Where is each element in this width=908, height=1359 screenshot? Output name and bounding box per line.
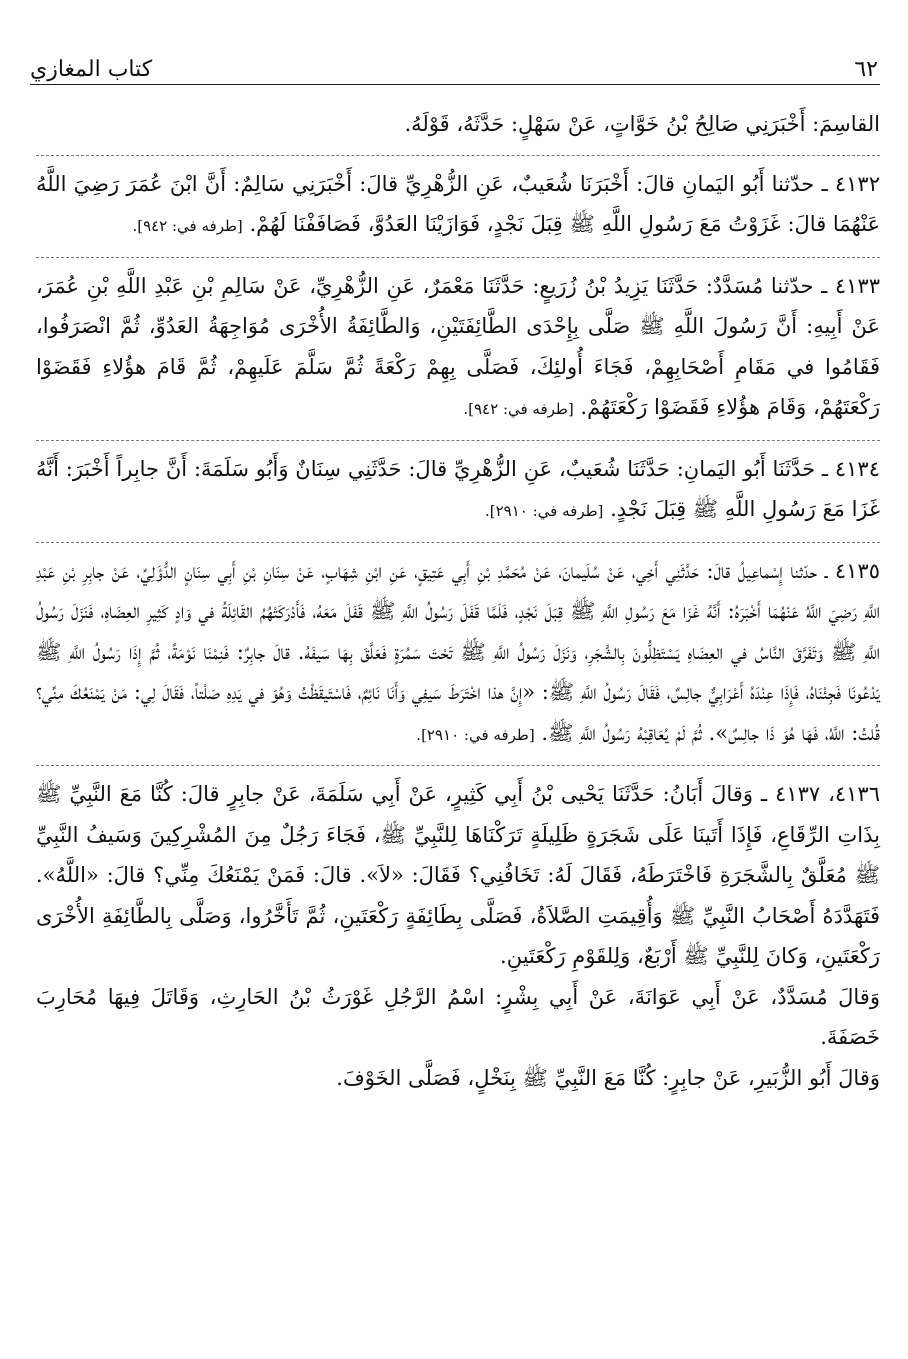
hadith-text: ٤١٣٤ ـ حَدَّثَنَا أَبُو اليَمانِ: حَدَّثَنَا شُعَيبٌ، عَنِ الزُّهْرِيِّ قالَ: حَدَّثَنِي سِنَانٌ وَأَبُو سَلَمَةَ: أَنَّ جابِراً أَخْبَرَ: أَنَّهُ غَزَا مَعَ رَسُولِ اللَّهِ ﷺ قِبَلَ نَجْدٍ.	[36, 456, 880, 521]
page-header	[30, 42, 878, 82]
hadith-4132	[36, 155, 880, 247]
hadith-4134	[36, 440, 880, 532]
paragraph-text: القاسِمَ: أَخْبَرَنِي صَالِحُ بْنُ خَوَّاتٍ، عَنْ سَهْلٍ: حَدَّثَهُ، قَوْلَهُ.	[404, 112, 880, 136]
paragraph-musaddad	[36, 977, 880, 1058]
cross-reference: [طرفه في: ٩٤٢].	[463, 400, 574, 418]
hadith-text: ٤١٣٦، ٤١٣٧ ـ وَقالَ أَبَانُ: حَدَّثَنَا يَحْيى بْنُ أَبِي كَثِيرٍ، عَنْ أَبِي سَلَمَةَ، عَنْ جابِرٍ قالَ: كُنَّا مَعَ النَّبِيِّ ﷺ بِذَاتِ الرِّقَاعِ، فَإِذَا أَتَينَا عَلَى شَجَرَةٍ ظَلِيلَةٍ تَرَكْنَاهَا لِلنَّبِيِّ ﷺ، فَجَاءَ رَجُلٌ مِنَ المُشْرِكِينَ وَسَيفُ النَّبِيِّ ﷺ مُعَلَّقٌ بِالشَّجَرَةِ فَاخْتَرَطَهُ، فَقَالَ لَهُ: تَخَافُنِي؟ فَقَالَ: «لاَ». قالَ: فَمَنْ يَمْنَعُكَ مِنِّي؟ قالَ: «اللَّهُ». فَتَهَدَّدَهُ أَصْحَابُ النَّبِيِّ ﷺ وَأُقِيمَتِ الصَّلاَةُ، فَصَلَّى بِطَائِفَةٍ رَكْعَتَينِ، ثُمَّ تَأَخَّرُوا، وَصَلَّى بِالطَّائِفَةِ الأُخْرَى رَكْعَتَينِ، وَكانَ لِلنَّبِيِّ ﷺ أَرْبَعٌ، وَلِلقَوْمِ رَكْعَتَينِ.	[36, 782, 880, 968]
hadith-text: ٤١٣٢ ـ حدّثنا أَبُو اليَمانِ قالَ: أَخْبَرَنَا شُعَيبٌ، عَنِ الزُّهْرِيِّ قالَ: أَخْبَرَنِي سَالِمٌ: أَنَّ ابْنَ عُمَرَ رَضِيَ اللَّهُ عَنْهُمَا قالَ: غَزَوْتُ مَعَ رَسُولِ اللَّهِ ﷺ قِبَلَ نَجْدٍ، فَوَازَيْنَا العَدُوَّ، فَصَافَفْنَا لَهُمْ.	[36, 171, 880, 236]
page-body	[36, 104, 880, 1098]
header-divider	[30, 84, 880, 85]
cross-reference: [طرفه في: ٩٤٢].	[132, 217, 243, 235]
paragraph-text: وَقالَ أَبُو الزُّبَيرِ، عَنْ جابِرٍ: كُنَّا مَعَ النَّبِيِّ ﷺ بِنَخْلٍ، فَصَلَّى الخَوْفَ.	[336, 1065, 880, 1090]
hadith-4136-4137	[36, 765, 880, 977]
hadith-text: ٤١٣٣ ـ حدّثنا مُسَدَّدٌ: حَدَّثَنَا يَزِيدُ بْنُ زُرَيعٍ: حَدَّثَنَا مَعْمَرٌ، عَنِ الزُّهْرِيِّ، عَنْ سَالِمِ بْنِ عَبْدِ اللَّهِ بْنِ عُمَرَ، عَنْ أَبِيهِ: أَنَّ رَسُولَ اللَّهِ ﷺ صَلَّى بِإِحْدَى الطَّائِفَتَيْنِ، وَالطَّائِفَةُ الأُخْرَى مُوَاجِهَةُ العَدُوِّ، ثُمَّ انْصَرَفُوا، فَقَامُوا في مَقَامِ أَصْحَابِهِمْ، فَجَاءَ أُولئِكَ، فَصَلَّى بِهِمْ رَكْعَةً ثُمَّ سَلَّمَ عَلَيهِمْ، ثُمَّ قَامَ هؤُلاءِ فَقَضَوْا رَكْعَتَهُمْ، وَقَامَ هؤُلاءِ فَقَضَوْا رَكْعَتَهُمْ.	[36, 273, 880, 419]
book-title: كتاب المغازي	[30, 57, 153, 82]
paragraph-intro	[36, 104, 880, 145]
page-number: ٦٢	[854, 57, 878, 82]
hadith-4135	[36, 542, 880, 756]
cross-reference: [طرفه في: ٢٩١٠].	[416, 725, 535, 744]
paragraph-abu-zubair	[36, 1058, 880, 1099]
cross-reference: [طرفه في: ٢٩١٠].	[484, 502, 604, 520]
paragraph-text: وَقالَ مُسَدَّدٌ، عَنْ أَبِي عَوَانَةَ، عَنْ أَبِي بِشْرٍ: اسْمُ الرَّجُلِ غَوْرَثُ بْنُ الحَارِثِ، وَقَاتَلَ فِيهَا مُحَارِبَ خَصَفَةَ.	[36, 984, 880, 1049]
hadith-text: ٤١٣٥ ـ حدّثنا إِسْماعِيلُ قالَ: حَدَّثَنِي أَخِي، عَنْ سُلَيمانَ، عَنْ مُحَمَّدِ بْنِ أَبِي عَتِيقٍ، عَنِ ابْنِ شِهَابٍ، عَنْ سِنَانِ بْنِ أَبِي سِنَانٍ الدُّؤَلِيِّ، عَنْ جابِرِ بْنِ عَبْدِ اللَّهِ رَضِيَ اللَّهُ عَنْهُمَا أَخْبَرَهُ: أَنَّهُ غَزَا مَعَ رَسُولِ اللَّهِ ﷺ قِبَلَ نَجْدٍ، فَلَمَّا قَفَلَ رَسُولُ اللَّهِ ﷺ قَفَلَ مَعَهُ، فَأَدْرَكَتْهُمُ القَائِلَةُ في وَادٍ كَثِيرِ العِضَاهِ، فَنَزَلَ رَسُولُ اللَّهِ ﷺ وَتَفَرَّقَ النَّاسُ في العِضَاهِ يَسْتَظِلُّونَ بِالشَّجَرِ، وَنَزَلَ رَسُولُ اللَّهِ ﷺ تَحْتَ سَمُرَةٍ فَعَلَّقَ بِهَا سَيفَهُ. قالَ جابِرٌ: فَنِمْنَا نَوْمَةً، ثُمَّ إِذَا رَسُولُ اللَّهِ ﷺ يَدْعُونَا فَجِئْنَاهُ، فَإِذَا عِنْدَهُ أَعْرَابِيٌّ جالِسٌ، فَقَالَ رَسُولُ اللَّهِ ﷺ: «إِنَّ هذا اخْتَرَطَ سَيفِي وَأَنَا نَائِمٌ، فَاسْتَيقَظْتُ وَهُوَ في يَدِهِ صَلْتاً، فَقَالَ لِي: مَنْ يَمْنَعُكَ مِنِّي؟ قُلتُ: اللَّهُ، فَهَا هُوَ ذَا جالِسٌ». ثُمَّ لَمْ يُعَاقِبْهُ رَسُولُ اللَّهِ ﷺ.	[36, 558, 880, 745]
hadith-4133	[36, 257, 880, 430]
